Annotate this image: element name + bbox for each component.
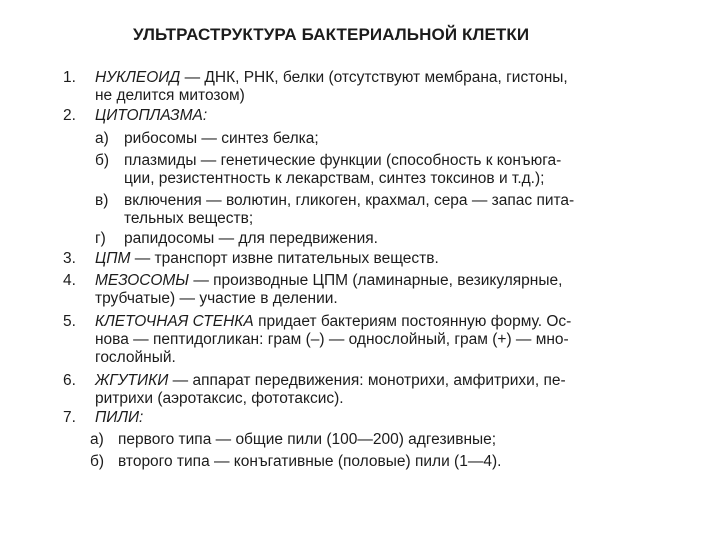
sub-g-marker: г) (95, 230, 106, 247)
item-number-2: 2. (63, 107, 76, 124)
item-number-3: 3. (63, 250, 76, 267)
sub-g-text: рапидосомы — для передвижения. (124, 230, 378, 247)
item-3-line-1 (95, 250, 439, 268)
pili-b-marker: б) (90, 453, 105, 470)
sub-v-line-2: тельных веществ; (124, 210, 254, 227)
item-6-text: — аппарат передвижения: монотрихи, амфитрихи, пе- (168, 372, 566, 389)
item-5-text: придает бактериям постоянную форму. Ос- (253, 313, 572, 330)
item-4-line-1 (95, 272, 562, 290)
item-number-7: 7. (63, 409, 76, 426)
item-1-text: — ДНК, РНК, белки (отсутствуют мембрана, гистоны, (180, 69, 568, 86)
item-6-line-2: ритрихи (аэротаксис, фототаксис). (95, 390, 344, 407)
item-number-4: 4. (63, 272, 76, 289)
sub-v-marker: в) (95, 192, 109, 209)
item-7-heading: ПИЛИ: (95, 409, 144, 426)
item-number-6: 6. (63, 372, 76, 389)
sub-a-text: рибосомы — синтез белка; (124, 130, 319, 147)
pili-a-marker: а) (90, 431, 104, 448)
item-5-line-2: нова — пептидогликан: грам (–) — однослойный, грам (+) — мно- (95, 331, 569, 348)
item-6-line-1 (95, 372, 566, 390)
item-1-line-2: не делится митозом) (95, 87, 245, 104)
item-5-heading: КЛЕТОЧНАЯ СТЕНКА (95, 313, 254, 330)
item-1-heading: НУКЛЕОИД (95, 69, 181, 86)
item-5-line-3: гослойный. (95, 349, 176, 366)
item-6-heading: ЖГУТИКИ (95, 372, 169, 389)
sub-b-marker: б) (95, 152, 110, 169)
item-3-text: — транспорт извне питательных веществ. (130, 250, 439, 267)
sub-v-line-1: включения — волютин, гликоген, крахмал, сера — запас пита- (124, 192, 575, 209)
pili-a-text: первого типа — общие пили (100—200) адгезивные; (118, 431, 497, 448)
item-1-line-1 (95, 69, 568, 87)
item-4-heading: МЕЗОСОМЫ (95, 272, 190, 289)
item-number-1: 1. (63, 69, 76, 86)
item-3-heading: ЦПМ (95, 250, 131, 267)
pili-b-text: второго типа — конъгативные (половые) пили (1—4). (118, 453, 502, 470)
item-2-heading: ЦИТОПЛАЗМА: (95, 107, 208, 124)
sub-b-line-2: ции, резистентность к лекарствам, синтез токсинов и т.д.); (124, 170, 545, 187)
sub-a-marker: а) (95, 130, 109, 147)
item-4-text: — производные ЦПМ (ламинарные, везикулярные, (189, 272, 563, 289)
document-title: УЛЬТРАСТРУКТУРА БАКТЕРИАЛЬНОЙ КЛЕТКИ (133, 25, 530, 44)
item-5-line-1 (95, 313, 571, 331)
sub-b-line-1: плазмиды — генетические функции (способность к конъюга- (124, 152, 562, 169)
item-4-line-2: трубчатые) — участие в делении. (95, 290, 338, 307)
item-number-5: 5. (63, 313, 76, 330)
